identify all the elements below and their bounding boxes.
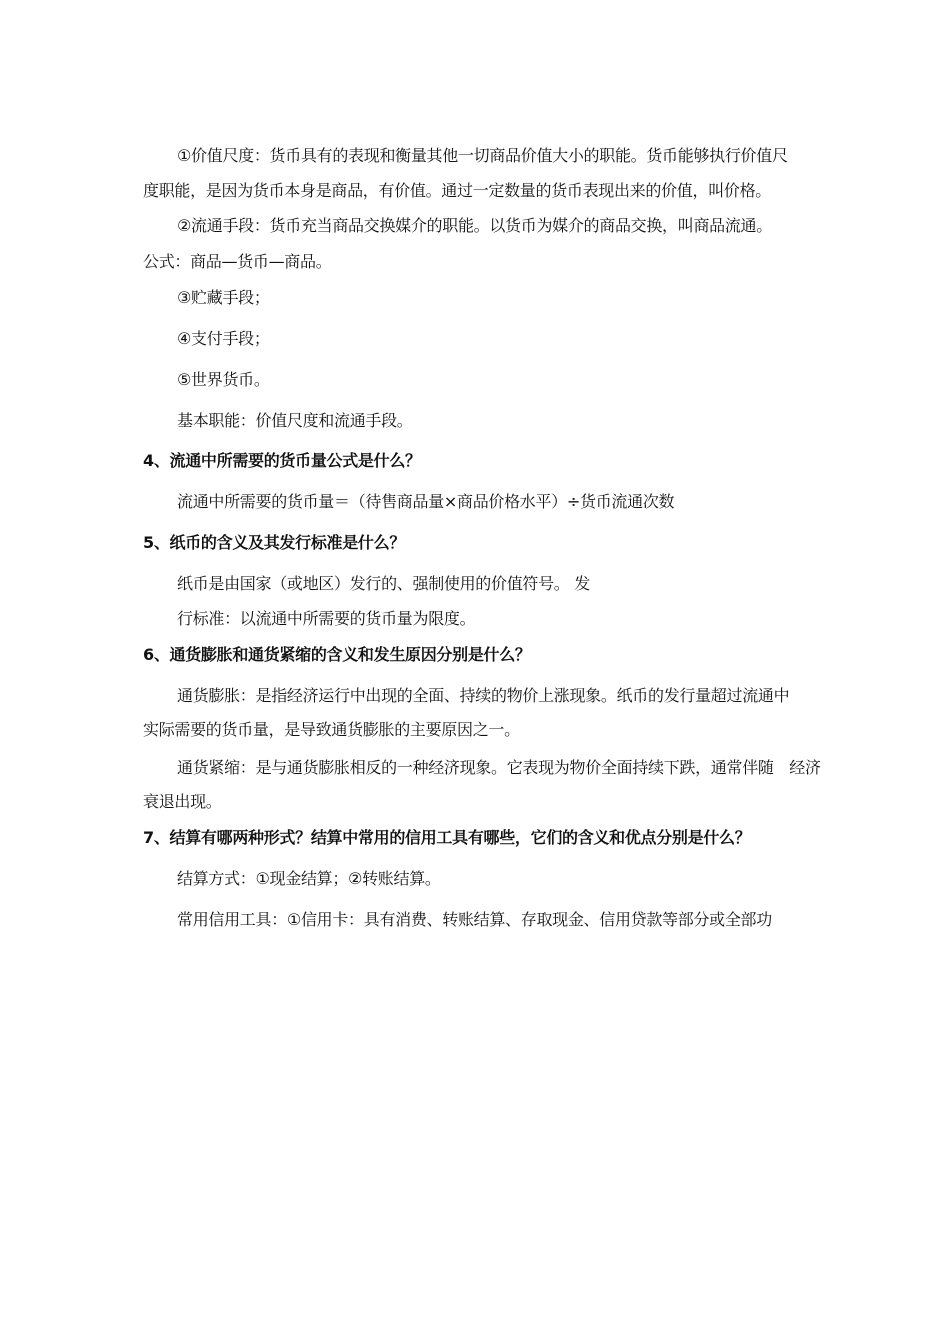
paragraph-line: 度职能，是因为货币本身是商品，有价值。通过一定数量的货币表现出来的价值，叫价格。 [143,181,772,200]
paragraph-line: 常用信用工具：①信用卡：具有消费、转账结算、存取现金、信用贷款等部分或全部功 [177,910,772,929]
paragraph-line: ②流通手段：货币充当商品交换媒介的职能。以货币为媒介的商品交换，叫商品流通。 [177,216,772,235]
paragraph-line: ①价值尺度：货币具有的表现和衡量其他一切商品价值大小的职能。货币能够执行价值尺 [177,146,788,165]
paragraph-line: ⑤世界货币。 [177,370,270,389]
paragraph-line: 行标准：以流通中所需要的货币量为限度。 [177,609,476,628]
question-heading: 6、通货膨胀和通货紧缩的含义和发生原因分别是什么？ [143,645,531,664]
paragraph-line: ④支付手段； [177,329,270,348]
paragraph-line: 结算方式：①现金结算；②转账结算。 [177,869,441,888]
paragraph-line: 纸币是由国家（或地区）发行的、强制使用的价值符号。 发 [177,574,590,593]
paragraph-line: 衰退出现。 [143,792,222,811]
question-heading: 7、结算有哪两种形式？结算中常用的信用工具有哪些，它们的含义和优点分别是什么？ [143,828,751,847]
paragraph-line: 通货膨胀：是指经济运行中出现的全面、持续的物价上涨现象。纸币的发行量超过流通中 [177,686,790,705]
paragraph-line: ③贮藏手段； [177,288,270,307]
question-heading: 5、纸币的含义及其发行标准是什么？ [143,533,406,552]
paragraph-line: 基本职能：价值尺度和流通手段。 [177,411,413,430]
paragraph-line: 通货紧缩：是与通货膨胀相反的一种经济现象。它表现为物价全面持续下跌，通常伴随 经济 [177,758,821,777]
question-heading: 4、流通中所需要的货币量公式是什么？ [143,451,421,470]
paragraph-line: 实际需要的货币量，是导致通货膨胀的主要原因之一。 [143,720,520,739]
paragraph-line: 流通中所需要的货币量＝（待售商品量×商品价格水平）÷货币流通次数 [177,492,675,511]
paragraph-line: 公式：商品—货币—商品。 [143,252,332,271]
